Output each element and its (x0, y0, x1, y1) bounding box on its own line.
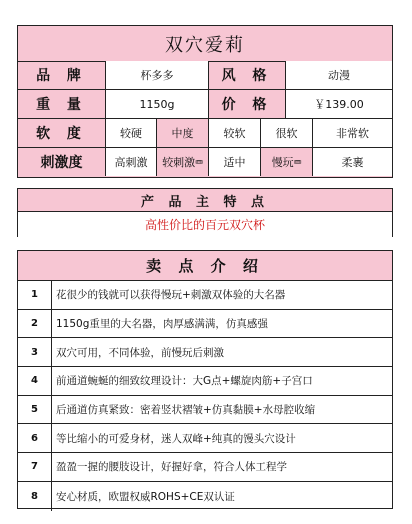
item-number: 3 (18, 338, 52, 366)
stimulation-option-text: 高刺激 (114, 156, 148, 169)
style-label: 风 格 (209, 61, 286, 89)
item-number: 5 (18, 396, 52, 424)
main-feature-text: 高性价比的百元双穴杯 (18, 212, 392, 237)
weight-value: 1150g (106, 90, 209, 118)
item-text: 1150g重里的大名器，肉厚感满满，仿真感强 (56, 318, 268, 331)
price-value: ￥139.00 (286, 90, 392, 118)
item-number: 4 (18, 367, 52, 395)
stimulation-option-text: 慢玩 (271, 156, 294, 169)
item-number: 6 (18, 424, 52, 452)
item-number: 2 (18, 310, 52, 338)
stimulation-option (157, 148, 209, 176)
row-brand-style (18, 61, 392, 90)
row-softness (18, 119, 392, 148)
item-text: 等比缩小的可爱身材，迷人双峰+纯真的馒头穴设计 (56, 432, 296, 445)
softness-option: 较硬 (106, 119, 157, 147)
brand-value: 杯多多 (106, 61, 209, 89)
item-number: 7 (18, 453, 52, 481)
stimulation-option-text: 柔裹 (341, 156, 364, 169)
list-item (18, 396, 392, 425)
tag-icon: 🎟 (195, 158, 203, 166)
stimulation-option (313, 148, 392, 176)
stimulation-option (209, 148, 261, 176)
stimulation-option (261, 148, 313, 176)
stimulation-option (106, 148, 157, 176)
list-item (18, 367, 392, 396)
style-value: 动漫 (286, 61, 392, 89)
brand-label: 品 牌 (18, 61, 106, 89)
list-item (18, 338, 392, 367)
selling-points-table (17, 250, 393, 509)
item-text: 前通道蜿蜒的细致纹理设计：大G点+螺旋肉筋+子宫口 (56, 375, 313, 388)
product-title: 双穴爱莉 (18, 26, 392, 62)
main-feature-box (17, 188, 393, 237)
selling-points-list (18, 281, 392, 511)
product-info-table (17, 25, 393, 178)
main-feature-heading: 产 品 主 特 点 (18, 189, 392, 212)
list-item (18, 482, 392, 511)
list-item (18, 453, 392, 482)
list-item (18, 281, 392, 310)
softness-option: 中度 (157, 119, 209, 147)
stimulation-option-text: 较刺激 (162, 156, 196, 169)
softness-option: 很软 (261, 119, 313, 147)
selling-points-heading: 卖 点 介 绍 (18, 251, 392, 281)
item-number: 1 (18, 281, 52, 309)
stimulation-label: 刺激度 (18, 148, 106, 176)
item-text: 花很少的钱就可以获得慢玩+刺激双体验的大名器 (56, 289, 286, 302)
weight-label: 重 量 (18, 90, 106, 118)
softness-option: 较软 (209, 119, 261, 147)
list-item (18, 424, 392, 453)
item-text: 安心材质，欧盟权威ROHS+CE双认证 (56, 490, 235, 503)
list-item (18, 310, 392, 339)
item-text: 盈盈一握的腰肢设计，好握好拿，符合人体工程学 (56, 461, 287, 474)
stimulation-option-text: 适中 (223, 156, 246, 169)
item-text: 双穴可用，不同体验，前慢玩后刺激 (56, 346, 224, 359)
softness-label: 软 度 (18, 119, 106, 147)
tag-icon: 🎟 (293, 158, 302, 166)
item-number: 8 (18, 482, 52, 511)
price-label: 价 格 (209, 90, 286, 118)
softness-option: 非常软 (313, 119, 392, 147)
row-weight-price (18, 90, 392, 119)
item-text: 后通道仿真紧致：密着竖状褶皱+仿真黏膜+水母腔收缩 (56, 404, 316, 417)
row-stimulation (18, 148, 392, 176)
